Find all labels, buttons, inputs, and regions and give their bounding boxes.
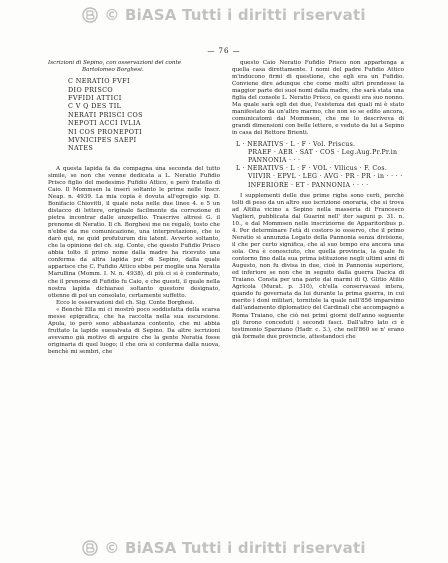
body-paragraph: questo Caio Neratio Fufidio Prisco non appartenga a quella casa direttamente. I nomi del padre Fufidio Attico m'inducono firmi di questione, che egli era un Fufidio. Conviene dire adunque che come molti altri prendesse la maggior parte dei suoi nomi dalla madre, che sarà stata una figlia del console L. Neratio Prisco, ce questi era suo nonno. Ma quale sarà egli dei due, l'esistenza dei quali mi è stato manifestato da un'altro marmo, che non so se edito ancora, comunicatomi dal Mommsen, che me lo descriveva di grandi dimensioni con belle lettere, e veduto da lui a Sepino in casa del Rettore Brienti. (232, 60, 404, 137)
right-column (232, 60, 404, 341)
watermark-text: © BiASA Tutti i diritti riservati (104, 6, 366, 24)
inscription-line: NERATI PRISCI COS (68, 110, 143, 119)
inscription-line: VIIVIR · EPVL · LEG · AVG · PR · PR · in · · · · (248, 173, 403, 181)
inscription-line: C NERATIO FVFI (68, 77, 130, 86)
body-paragraph: « Benchè Ella mi ci mostrò poco soddisfatta della scarsa messe epigrafica, che ha raccolta nella sua escursione. Apula, io però sono abbastanza contento, che mi abbia fruttato la lapide suesalvata di Sepino. Da altre iscrizioni avevamo già motivo di arguire che la gente Neratia fosse originaria di quel luogo; il che ora si conferma dalla nuova, benchè mi sembri, che (48, 306, 220, 355)
biasa-logo-icon (82, 540, 98, 556)
inscription-line: NATES (68, 144, 94, 153)
inscription-line: FVFIDI ATTICI (68, 93, 122, 102)
caption-line: Iscrizioni di Sepino, con osservazioni del conte (48, 60, 181, 66)
inscription-line: L · NERATIVS · L · F · VOL · Vllicus · F. Cos. (236, 165, 388, 173)
page-number: — 76 — (207, 47, 241, 55)
inscription-block (236, 141, 404, 190)
inscription-line: PRAEF · AER · SAT · COS · Leg.Aug.Pr.Pr.in (248, 148, 398, 156)
biasa-logo-icon (82, 7, 98, 23)
inscription-line: MVNICIPES SAEPI (68, 135, 137, 144)
inscription-line: NI COS PRONEPOTI (68, 127, 143, 136)
inscription-block (68, 77, 220, 153)
caption-line: Bartolomeo Borghesi. (82, 67, 144, 74)
inscription-line: C V Q DES TIL (68, 102, 122, 111)
inscription-line: L · NERATIVS · L · F · Vol. Priscus. (236, 140, 356, 148)
body-paragraph: Ecco le osservazioni del ch. Sig. Conte Borghesi. (56, 299, 195, 306)
body-paragraph: I supplementi delle due prime righe sono certi, perchè tolti di peso da un altro suo iscrizione onoraria, che si trova ad Altilia vicino a Sepino nella masseria di Francesco Vaglieri, pubblicata dal Guarini nell' iter saguni p. 31. n. 10., e dal Mommsen nelle inscriziorne de Apparitoribus p. 4. Per determinare l'età di costoro io osservo, che il primo Neratio si annunzia Legato della Pannonia senza divisione, il che per certo significa, che al suo tempo era ancora una sola. Ora è conosciuto, che quella provincia, la quale fu contorno fino dalla sua prima istituzione negli ultimi anni di Augusto, non fu divisa in due, cioè in Pannonia superiore, ed inferiore se non che in seguito dalla guerra Dacica di Traiano. Consta per una parte dai marmi di Q. Glitio Atilio Agricola (Murat. p. 310), ch'ella conservavasi intera, quando fu governata da lui durante la prima guerra, in cui merito i doni militari, tornitole la quale nell'856 imparsimo dall'andamento diplomatico del Cardinali che accompagnò a Roma Traiano, che ciò nei primi giorni dell'anno seguente gli furono conceduti i secondi fasci. Dall'altro lato ci è testimonio Sparziano (Hadr. c. 3.), che nell'860 se n' erano già formate due provincie, attestandoci che (232, 192, 404, 340)
watermark-top (0, 3, 448, 27)
watermark-text: © BiASA Tutti i diritti riservati (104, 539, 366, 557)
inscription-line: DIO PRISCO (68, 85, 114, 94)
inscription-line: INFERIORE · ET · PANNONIA · · · · (248, 181, 369, 189)
inscription-line: PANNONIA · · · (248, 156, 301, 164)
left-column (48, 60, 220, 356)
watermark-bottom (0, 536, 448, 560)
inscription-line: NEPOTI ACCI IVLIA (68, 119, 141, 128)
body-paragraph: A questa lapida fa da compagna una seconda del tutto simile, se non che venne dedicata a L. Neratio Fufidio Prisco figlio del medesimo Fufidio Attico, e però fratello di Caio. Il Mommsen la inserì soltanto le prime nelle Inscr. Neap. n. 4939. La mia copia è dovuta all'egregio sig. D. Bonifacio Chiovitti, il quale nota nelle due linee 4. e 5 un distacco di lettere, originale facilmente da correzione di pietra incontrar dalle anzepellio. Trascrive altresì G. il prenome di Neratio. Il ch. Borghesi me ne regalò, tosto che n'ebbe da me comunicazione, una interpretazione, che io darò qui, ne quid profuturum diu latent. Avverto soltanto, che la opinione del ch. sig. Conte, che questo Fufidio Prisco abbia tolto il primo nome dalla madre ha ricevuto una conferma da altra lapida pur di Sepino, dalla quale apparisce che C. Fufidio Attico ebbe per moglie una Neratia Marullina (Momm. I. N. n. 4938), di più ci si è confermato, che il prenome di Fufidio fu Caio, e che questi, il quale nella nostra lapida dichiarasi soltanto questore designato, ottenne di poi un consolato, certamente suffetto. (48, 165, 220, 299)
